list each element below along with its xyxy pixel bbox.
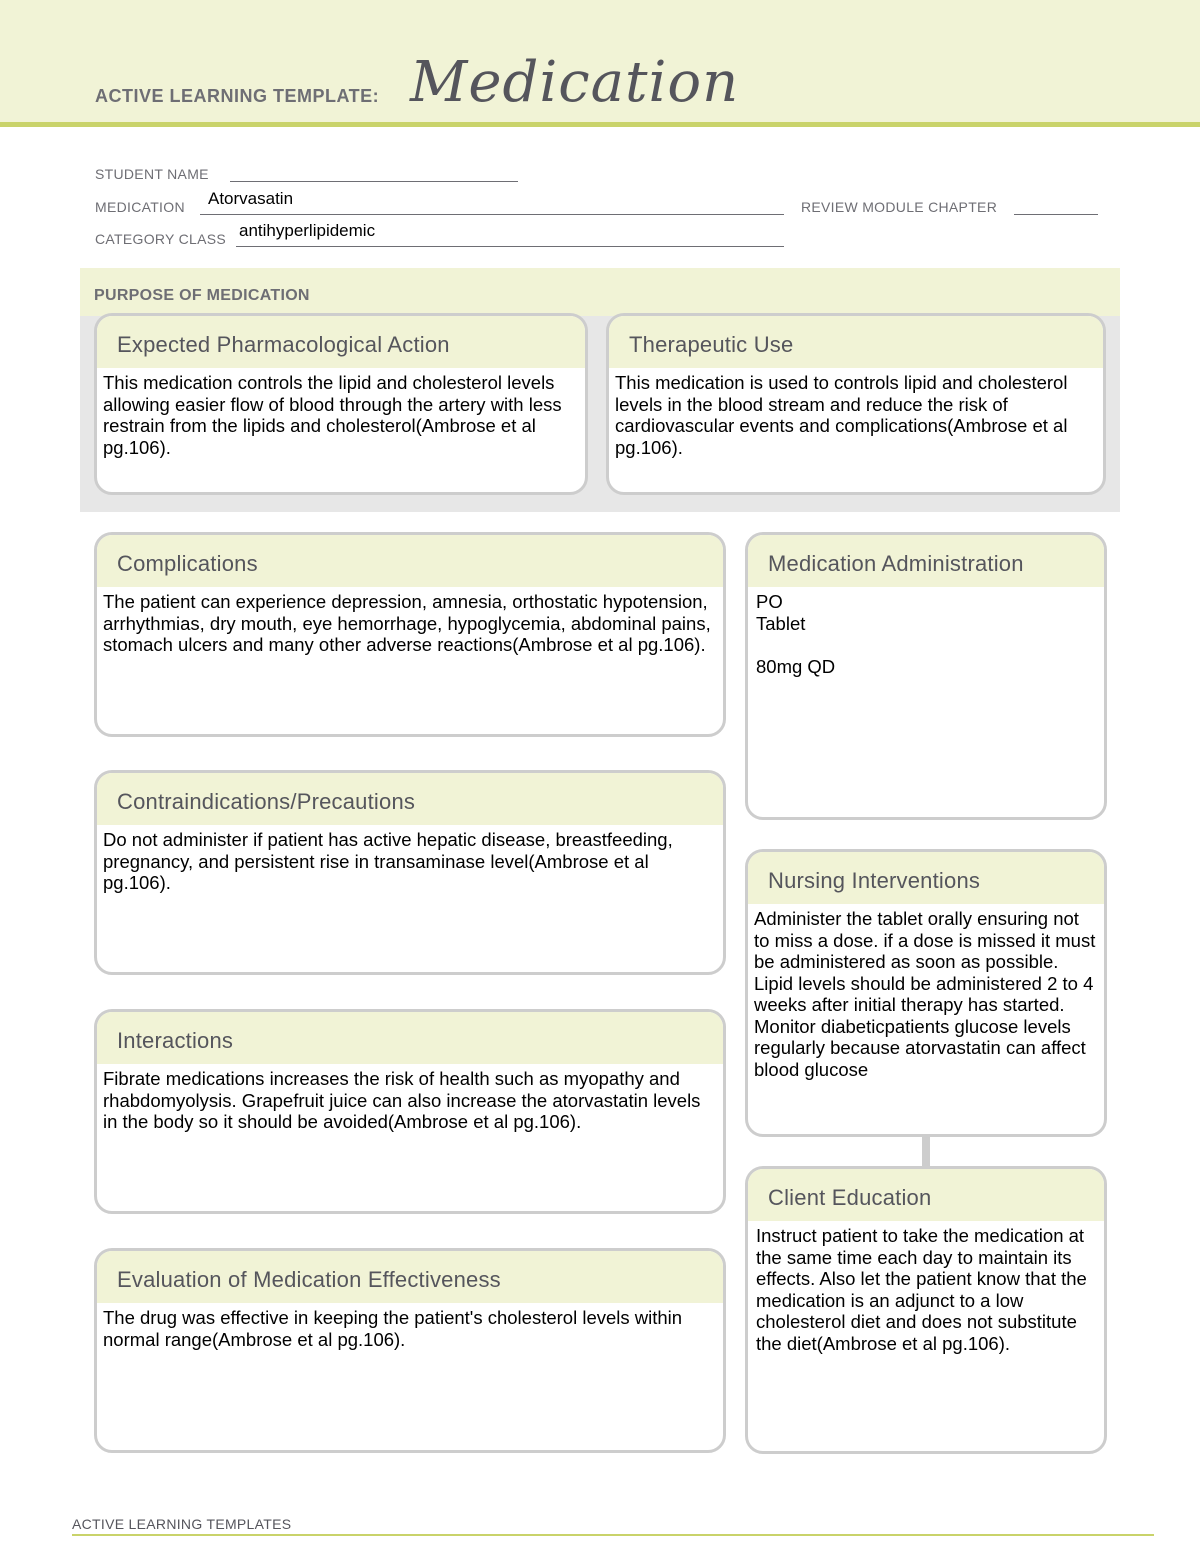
administration-title: Medication Administration <box>748 535 1104 587</box>
client-education-text[interactable]: Instruct patient to take the medication at the same time each day to maintain its effects. Also let the patient know that the medication is an adjunct to a low cholesterol diet and does not substitute the diet(Ambrose et al pg.106). <box>756 1225 1087 1354</box>
footer-rule <box>72 1534 1154 1536</box>
review-module-line <box>1014 214 1098 215</box>
complications-text[interactable]: The patient can experience depression, amnesia, orthostatic hypotension, arrhythmias, dry mouth, eye hemorrhage, hypoglycemia, abdominal pains, stomach ulcers and many other adverse reactions(Ambrose et al pg.106). <box>103 591 711 655</box>
evaluation-text[interactable]: The drug was effective in keeping the patient's cholesterol levels within normal range(Ambrose et al pg.106). <box>103 1307 683 1350</box>
page-title: Medication <box>410 50 740 115</box>
nursing-card <box>745 849 1107 1137</box>
card-connector <box>922 1137 930 1167</box>
nursing-title: Nursing Interventions <box>748 852 1104 904</box>
medication-label: MEDICATION <box>95 199 185 215</box>
evaluation-title: Evaluation of Medication Effectiveness <box>97 1251 723 1303</box>
interactions-title: Interactions <box>97 1012 723 1064</box>
client-education-title: Client Education <box>748 1169 1104 1221</box>
administration-text[interactable]: PO Tablet 80mg QD <box>756 591 836 677</box>
interactions-card <box>94 1009 726 1214</box>
therapeutic-use-text[interactable]: This medication is used to controls lipid and cholesterol levels in the blood stream and reduce the risk of cardiovascular events and complications(Ambrose et al pg.106). <box>615 372 1068 458</box>
footer-label: ACTIVE LEARNING TEMPLATES <box>72 1516 292 1532</box>
purpose-label: PURPOSE OF MEDICATION <box>94 287 310 304</box>
client-education-card <box>745 1166 1107 1454</box>
template-label: ACTIVE LEARNING TEMPLATE: <box>95 86 380 106</box>
administration-card <box>745 532 1107 820</box>
student-name-label: STUDENT NAME <box>95 166 209 182</box>
interactions-text[interactable]: Fibrate medications increases the risk of health such as myopathy and rhabdomyolysis. Grapefruit juice can also increase the atorvastatin levels in the body so it should be avoided(Ambrose et al pg.106). <box>103 1068 701 1132</box>
contraindications-card <box>94 770 726 975</box>
category-class-label: CATEGORY CLASS <box>95 231 227 247</box>
evaluation-card <box>94 1248 726 1453</box>
header-rule <box>0 122 1200 127</box>
therapeutic-use-title: Therapeutic Use <box>609 316 1103 368</box>
category-class-field[interactable]: antihyperlipidemic <box>239 221 376 240</box>
medication-field[interactable]: Atorvasatin <box>208 189 294 208</box>
review-module-label: REVIEW MODULE CHAPTER <box>801 199 998 215</box>
student-name-line <box>230 181 518 182</box>
contraindications-text[interactable]: Do not administer if patient has active hepatic disease, breastfeeding, pregnancy, and persistent rise in transaminase level(Ambrose et al pg.106). <box>103 829 673 893</box>
contraindications-title: Contraindications/Precautions <box>97 773 723 825</box>
expected-action-title: Expected Pharmacological Action <box>97 316 585 368</box>
category-class-line <box>236 246 784 247</box>
therapeutic-use-card <box>606 313 1106 495</box>
nursing-text[interactable]: Administer the tablet orally ensuring not to miss a dose. if a dose is missed it must be administered as soon as possible. Lipid levels should be administered 2 to 4 weeks after initial therapy has started. Monitor diabeticpatients glucose levels regularly because atorvastatin can affect blood glucose <box>754 908 1096 1080</box>
complications-card <box>94 532 726 737</box>
complications-title: Complications <box>97 535 723 587</box>
expected-action-text[interactable]: This medication controls the lipid and cholesterol levels allowing easier flow of blood through the artery with less restrain from the lipids and cholesterol(Ambrose et al pg.106). <box>103 372 562 458</box>
expected-action-card <box>94 313 588 495</box>
medication-line <box>200 214 784 215</box>
